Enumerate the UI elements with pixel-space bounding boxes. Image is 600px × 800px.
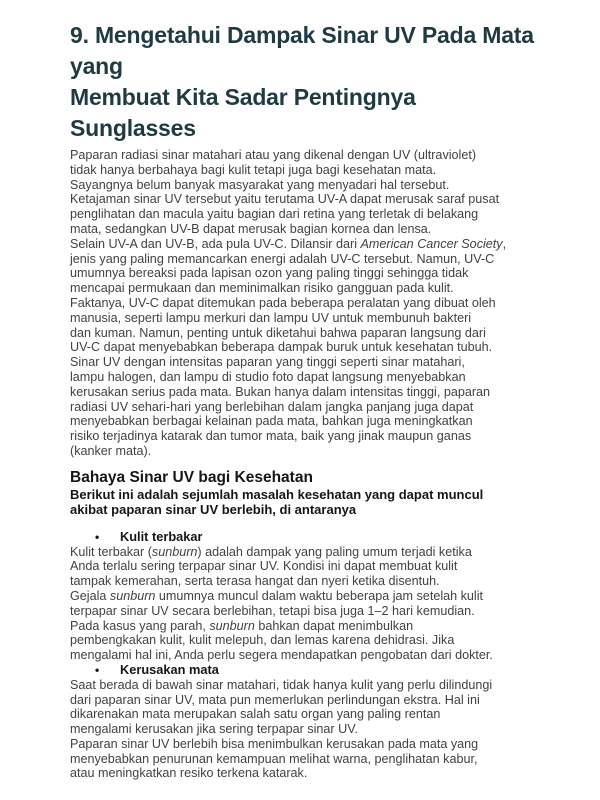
text-line: Gejala sunburn umumnya muncul dalam waktu beberapa jam setelah kulit xyxy=(70,588,484,603)
text-line: menyebabkan penurunan kemampuan melihat warna, penglihatan kabur, xyxy=(70,751,478,766)
text-line: Kulit terbakar (sunburn) adalah dampak yang paling umum terjadi ketika xyxy=(70,544,472,559)
bullet-icon: • xyxy=(95,529,100,544)
text-line: akibat paparan sinar UV berlebih, di antaranya xyxy=(70,501,357,517)
text-line: Sayangnya belum banyak masyarakat yang menyadari hal tersebut. xyxy=(70,177,450,192)
text-line: mencapai permukaan dan meminimalkan risiko gangguan pada kulit. xyxy=(70,281,454,296)
text-line: tidak hanya berbahaya bagi kulit tetapi juga bagi kesehatan mata. xyxy=(70,162,437,177)
text-line: risiko terjadinya katarak dan tumor mata, baik yang jinak maupun ganas xyxy=(70,429,472,444)
text-line: UV-C dapat menyebabkan beberapa dampak buruk untuk kesehatan tubuh. xyxy=(70,340,493,355)
text-line: Pada kasus yang parah, sunburn bahkan dapat menimbulkan xyxy=(70,618,414,633)
page-title xyxy=(70,20,544,144)
text-line: kerusakan serius pada mata. Bukan hanya dalam intensitas tinggi, paparan xyxy=(70,384,491,399)
bullet-body-kulit-terbakar xyxy=(70,545,544,663)
text-line: dari paparan sinar UV, mata pun memerlukan perlindungan ekstra. Hal ini xyxy=(70,692,480,707)
text-line: mengalami hal ini, Anda perlu segera mendapatkan pengobatan dari dokter. xyxy=(70,648,493,663)
text-line: (kanker mata). xyxy=(70,443,152,458)
text-line: mengalami kerusakan jika sering terpapar sinar UV. xyxy=(70,722,358,737)
text-line: umumnya bereaksi pada lapisan ozon yang paling tinggi sehingga tidak xyxy=(70,266,469,281)
text-line: Faktanya, UV-C dapat ditemukan pada beberapa peralatan yang dibuat oleh xyxy=(70,295,496,310)
text-line: mata, sedangkan UV-B dapat merusak bagian kornea dan lensa. xyxy=(70,221,432,236)
health-issues-list xyxy=(70,530,544,782)
text-line: Berikut ini adalah sejumlah masalah kesehatan yang dapat muncul xyxy=(70,486,484,502)
page-title-line1: 9. Mengetahui Dampak Sinar UV Pada Mata yang xyxy=(70,22,534,79)
bullet-label: Kulit terbakar xyxy=(120,528,203,544)
bullet-header-kerusakan-mata xyxy=(70,663,544,678)
text-line: lampu halogen, dan lampu di studio foto dapat langsung menyebabkan xyxy=(70,369,466,384)
text-line: radiasi UV sehari-hari yang berlebihan dalam jangka panjang juga dapat xyxy=(70,399,474,414)
text-line: Sinar UV dengan intensitas paparan yang tinggi seperti sinar matahari, xyxy=(70,355,465,370)
text-line: terpapar sinar UV secara berlebihan, tetapi bisa juga 1–2 hari kemudian. xyxy=(70,603,475,618)
text-line: Ketajaman sinar UV tersebut yaitu terutama UV-A dapat merusak saraf pusat xyxy=(70,192,500,207)
intro-paragraph xyxy=(70,148,544,459)
bullet-icon: • xyxy=(95,662,100,677)
bullet-label: Kerusakan mata xyxy=(120,661,219,677)
bullet-header-kulit-terbakar xyxy=(70,530,544,545)
text-line: dikarenakan mata merupakan salah satu organ yang paling rentan xyxy=(70,707,441,722)
text-line: Selain UV-A dan UV-B, ada pula UV-C. Dilansir dari American Cancer Society, xyxy=(70,236,507,251)
text-line: pembengkakan kulit, kulit melepuh, dan lemas karena dehidrasi. Jika xyxy=(70,633,455,648)
page-title-line2: Membuat Kita Sadar Pentingnya Sunglasses xyxy=(70,84,416,141)
list-item xyxy=(70,530,544,663)
text-line: menyebabkan berbagai kelainan pada mata, bahkan juga meningkatkan xyxy=(70,414,473,429)
text-line: jenis yang paling memancarkan energi adalah UV-C tersebut. Namun, UV-C xyxy=(70,251,495,266)
text-line: manusia, seperti lampu merkuri dan lampu UV untuk membunuh bakteri xyxy=(70,310,472,325)
bullet-body-kerusakan-mata xyxy=(70,678,544,782)
text-line: tampak kemerahan, serta terasa hangat dan nyeri ketika disentuh. xyxy=(70,574,440,589)
text-line: atau meningkatkan resiko terkena katarak. xyxy=(70,766,308,781)
text-line: Paparan sinar UV berlebih bisa menimbulkan kerusakan pada mata yang xyxy=(70,736,479,751)
text-line: Saat berada di bawah sinar matahari, tidak hanya kulit yang perlu dilindungi xyxy=(70,677,493,692)
text-line: dan kuman. Namun, penting untuk diketahui bahwa paparan langsung dari xyxy=(70,325,486,340)
text-line: Anda terlalu sering terpapar sinar UV. Kondisi ini dapat membuat kulit xyxy=(70,559,458,574)
section-subheading xyxy=(70,487,544,517)
section-heading: Bahaya Sinar UV bagi Kesehatan xyxy=(70,468,313,486)
text-line: penglihatan dan macula yaitu bagian dari retina yang terletak di belakang xyxy=(70,207,479,222)
text-line: Paparan radiasi sinar matahari atau yang dikenal dengan UV (ultraviolet) xyxy=(70,148,477,162)
list-item xyxy=(70,663,544,781)
